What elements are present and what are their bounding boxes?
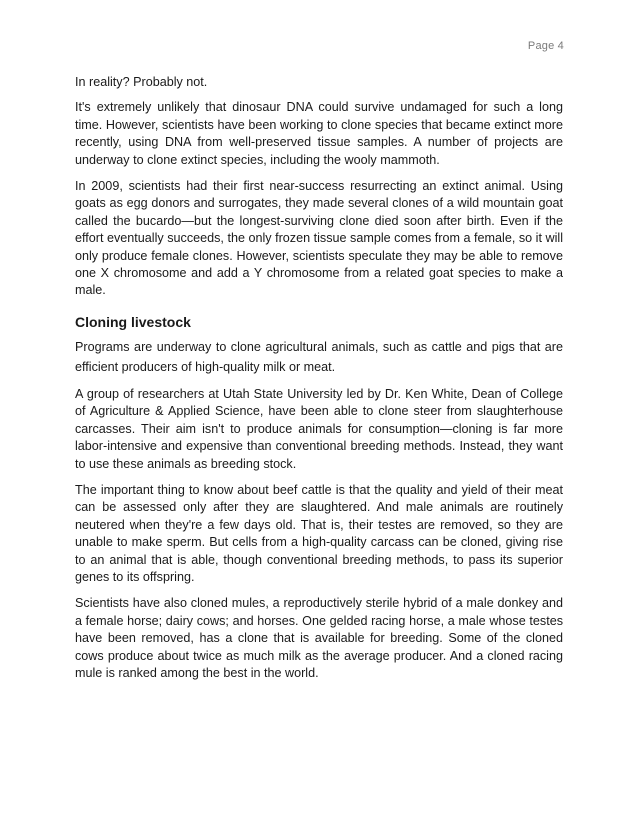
section-heading: Cloning livestock [75, 313, 191, 330]
page-body [75, 74, 563, 691]
page-number: Page 4 [527, 40, 564, 52]
paragraph-dinosaur-dna: It's extremely unlikely that dinosaur DNA could survive undamaged for such a long time. However, scientists have been working to clone species that became extinct more recently, using DNA from well-preserved tissue samples. A number of projects are underway to clone extinct species, including the wooly mammoth. [75, 100, 563, 167]
paragraph-mules: Scientists have also cloned mules, a reproductively sterile hybrid of a male donkey and a female horse; dairy cows; and horses. One gelded racing horse, a male whose testes have been removed, has a clone that is available for breeding. Some of the cloned cows produce about twice as much milk as the average producer. And a cloned racing mule is ranked among the best in the world. [75, 596, 563, 680]
paragraph-bucardo: In 2009, scientists had their first near-success resurrecting an extinct animal. Using goats as egg donors and surrogates, they made several clones of a wild mountain goat called the bucardo—but the longest-surviving clone died soon after birth. Even if the effort eventually succeeds, the only frozen tissue sample comes from a female, so it will only produce female clones. However, scientists speculate they may be able to remove one X chromosome and add a Y chromosome from a related goat species to make a male. [75, 179, 563, 298]
paragraph-utah-state: A group of researchers at Utah State University led by Dr. Ken White, Dean of College of Agriculture & Applied Science, have been able to clone steer from slaughterhouse carcasses. Their aim isn't to produce animals for consumption—cloning is far more labor-intensive and expensive than conventional breeding methods. Instead, they want to use these animals as breeding stock. [75, 386, 563, 471]
paragraph-programs: Programs are underway to clone agricultural animals, such as cattle and pigs that are efficient producers of high-quality milk or meat. [75, 339, 563, 374]
paragraph-beef-cattle: The important thing to know about beef cattle is that the quality and yield of their meat can be assessed only after they are slaughtered. And male animals are routinely neutered when they're a few days old. That is, their testes are removed, so they are unable to make sperm. But cells from a high-quality carcass can be cloned, giving rise to an animal that is able, though conventional breeding methods, to pass its superior genes to its offspring. [75, 482, 563, 584]
paragraph-intro: In reality? Probably not. [75, 75, 208, 89]
